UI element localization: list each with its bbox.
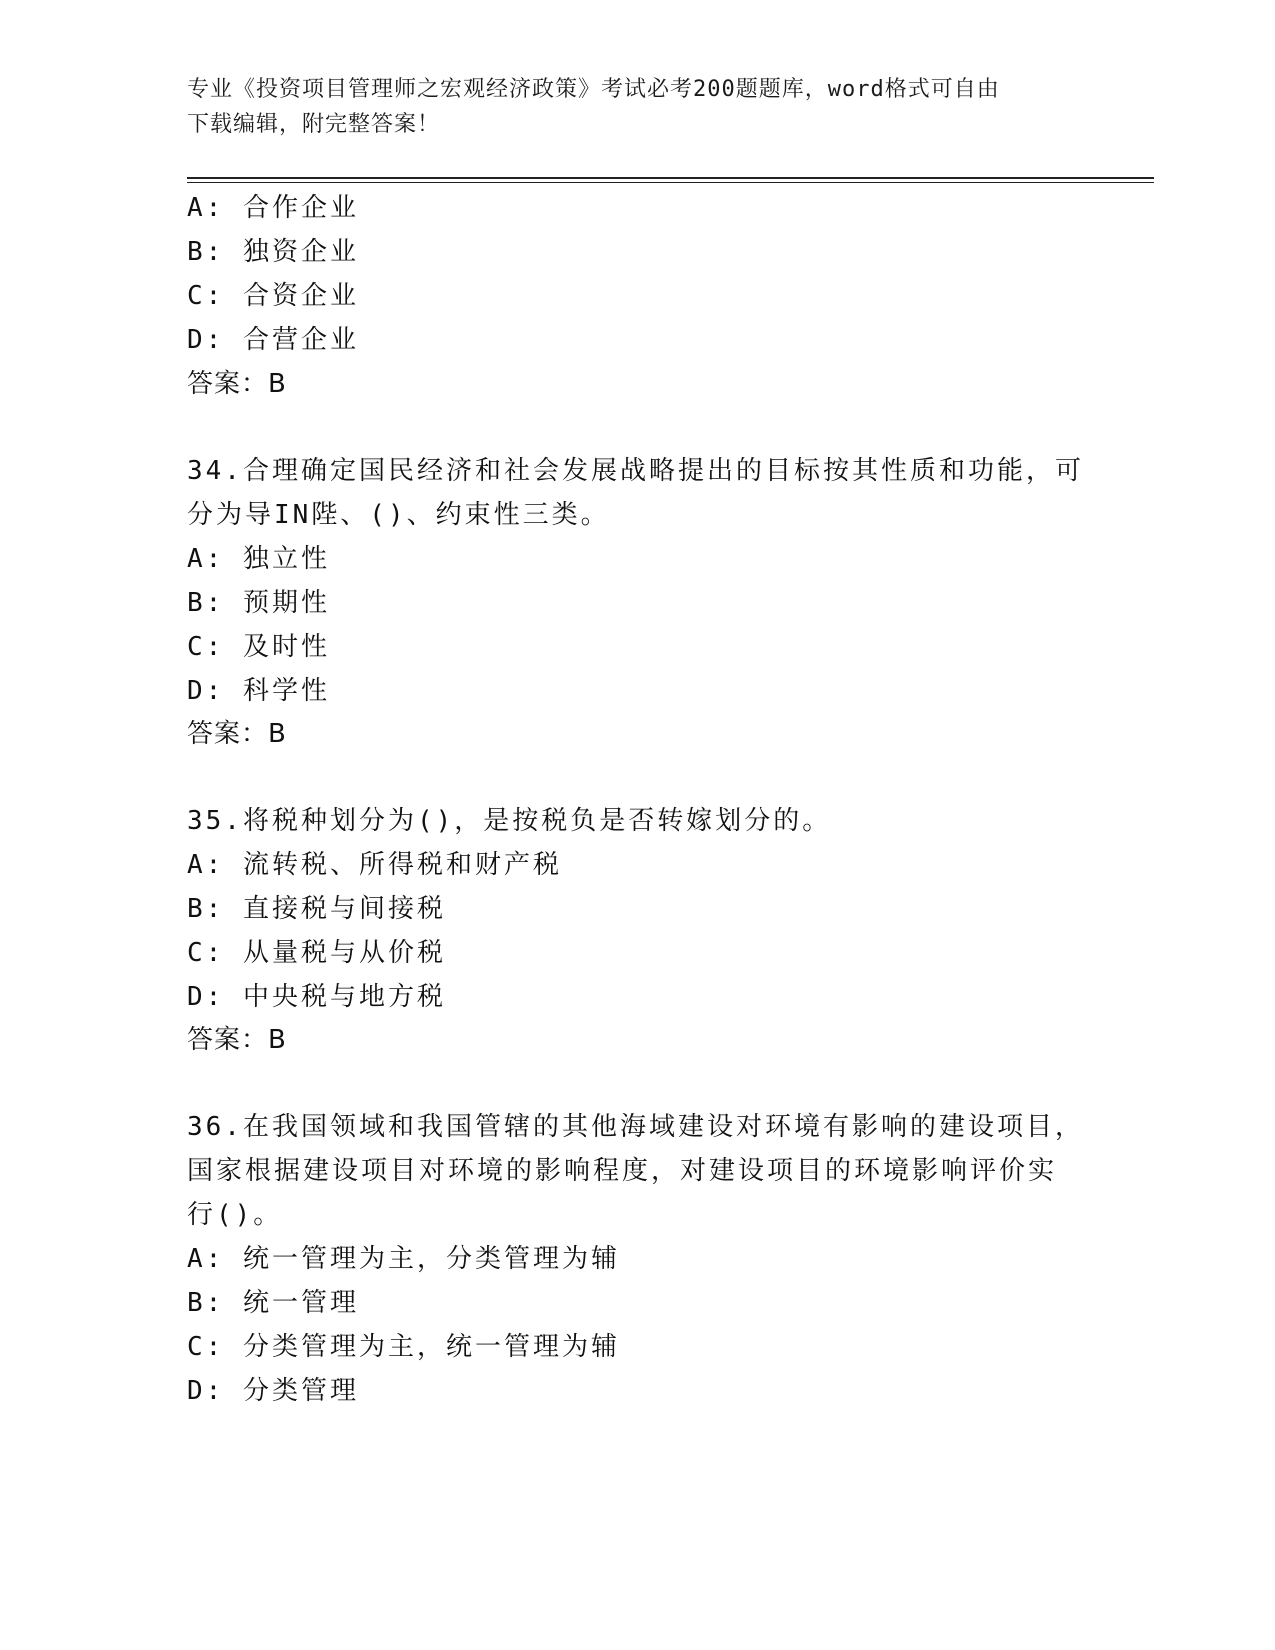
q36-stem-line-3: 行()。 [187,1200,283,1230]
q33-option-a: A: 合作企业 [187,193,359,223]
q35-answer: 答案：B [187,1025,287,1055]
q34-stem-line-1: 34.合理确定国民经济和社会发展战略提出的目标按其性质和功能，可 [187,456,1084,486]
q35-option-b: B: 直接税与间接税 [187,894,446,924]
q36-option-b: B: 统一管理 [187,1288,359,1318]
q36-stem-line-1: 36.在我国领域和我国管辖的其他海域建设对环境有影响的建设项目， [187,1112,1084,1142]
document-header [187,72,1067,142]
q35-stem-line-1: 35.将税种划分为()，是按税负是否转嫁划分的。 [187,806,832,836]
q34-answer: 答案：B [187,719,287,749]
header-line-1: 专业《投资项目管理师之宏观经济政策》考试必考200题题库，word格式可自由 [187,77,1000,102]
q34-option-d: D: 科学性 [187,676,330,706]
q34-option-a: A: 独立性 [187,544,330,574]
q36-option-a: A: 统一管理为主，分类管理为辅 [187,1244,620,1274]
q33-option-b: B: 独资企业 [187,237,359,267]
q34-option-c: C: 及时性 [187,632,330,662]
q33-option-c: C: 合资企业 [187,281,359,311]
q33-option-d: D: 合营企业 [187,325,359,355]
q34-option-b: B: 预期性 [187,588,330,618]
q36-stem-line-2: 国家根据建设项目对环境的影响程度，对建设项目的环境影响评价实 [187,1156,1058,1186]
q35-option-c: C: 从量税与从价税 [187,938,446,968]
header-line-2: 下载编辑，附完整答案！ [187,112,441,137]
q35-option-d: D: 中央税与地方税 [187,982,446,1012]
q33-answer: 答案：B [187,369,287,399]
q34-stem-line-2: 分为导IN陛、()、约束性三类。 [187,500,610,530]
header-divider [187,177,1154,183]
q36-option-d: D: 分类管理 [187,1376,359,1406]
q36-option-c: C: 分类管理为主，统一管理为辅 [187,1332,620,1362]
q35-option-a: A: 流转税、所得税和财产税 [187,850,562,880]
